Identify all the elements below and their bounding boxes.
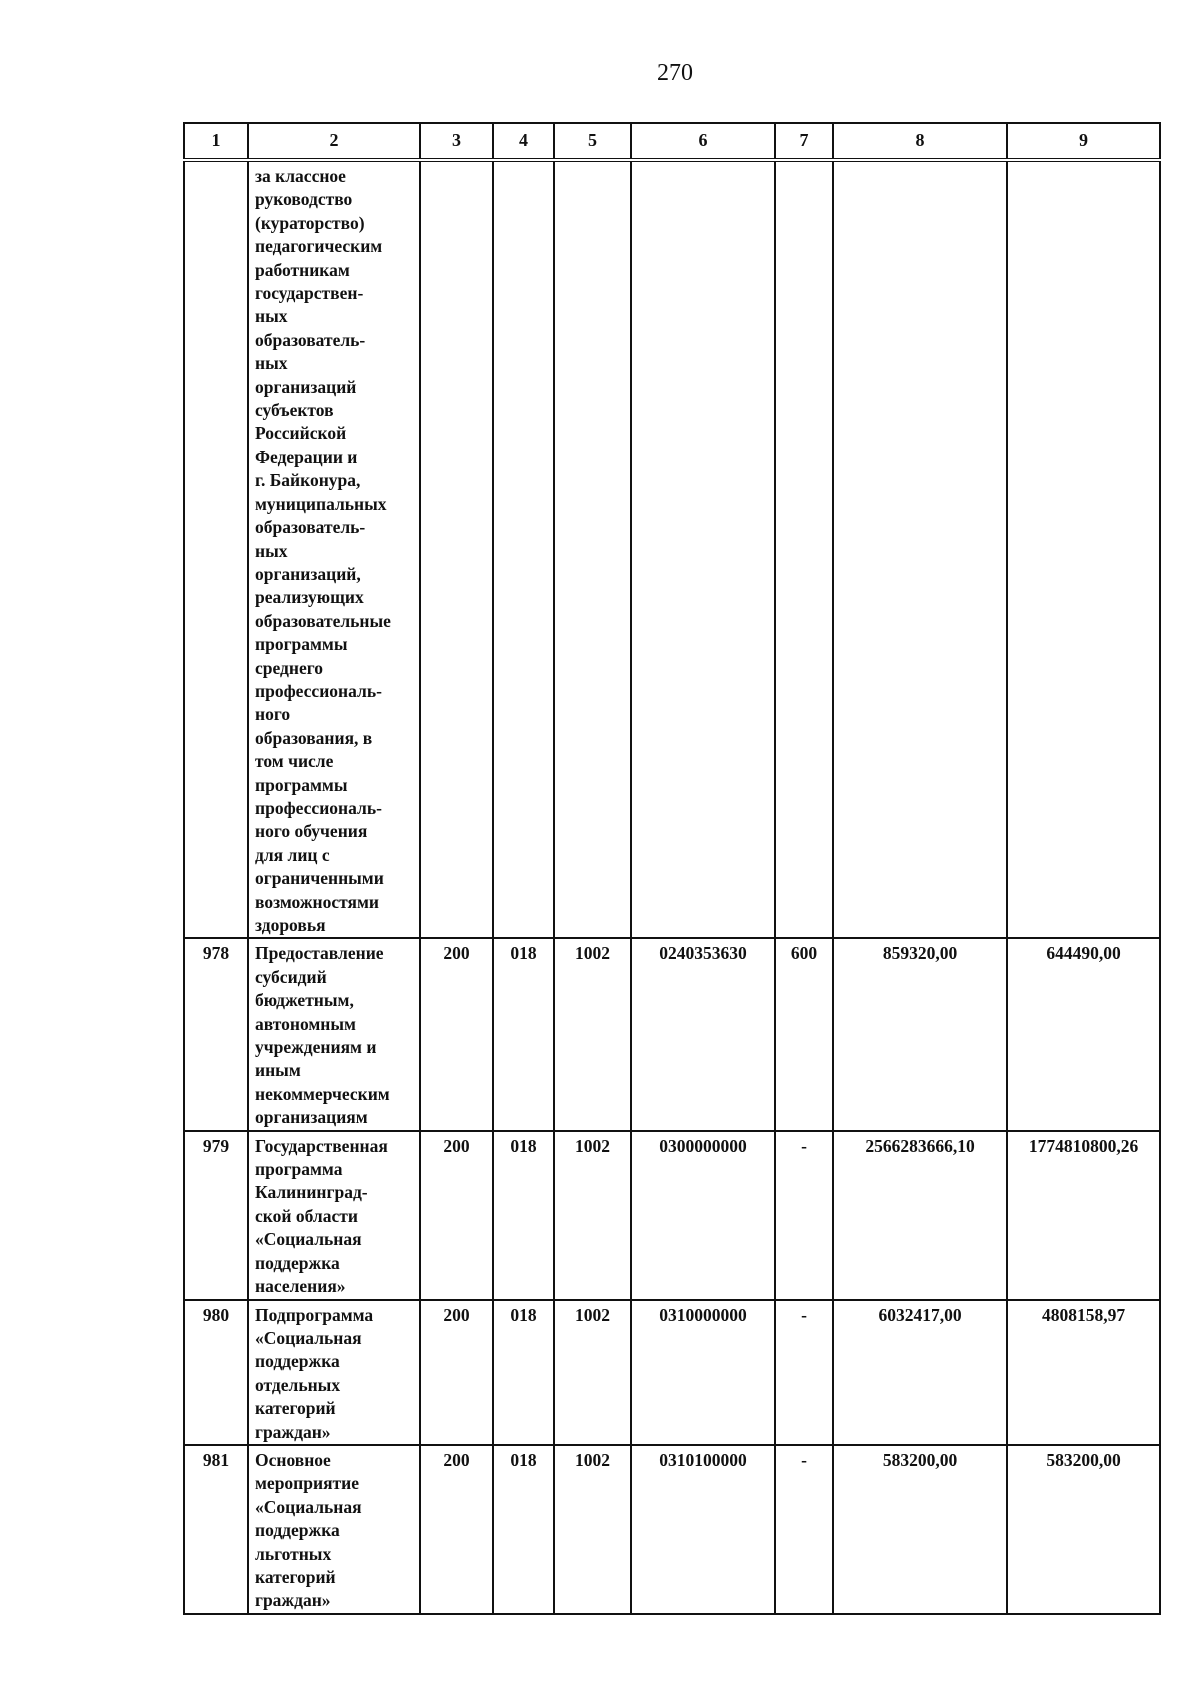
header-cell-3: 3 xyxy=(420,123,493,160)
row-col4: 018 xyxy=(493,1300,554,1445)
row-name-text: Подпрограмма «Социальная поддержка отдельных категорий граждан» xyxy=(255,1304,374,1442)
row-col9 xyxy=(1007,160,1160,938)
row-name xyxy=(248,1131,420,1300)
table-row xyxy=(184,1131,1160,1300)
row-col7: - xyxy=(775,1131,833,1300)
row-col8: 2566283666,10 xyxy=(833,1131,1007,1300)
row-name-text: Основное мероприятие «Социальная поддержка льготных категорий граждан» xyxy=(255,1449,362,1611)
row-number: 980 xyxy=(184,1300,248,1445)
row-col7 xyxy=(775,160,833,938)
table-row xyxy=(184,1445,1160,1614)
header-cell-1: 1 xyxy=(184,123,248,160)
row-col4 xyxy=(493,160,554,938)
row-col7: - xyxy=(775,1445,833,1614)
table-row xyxy=(184,1300,1160,1445)
row-number xyxy=(184,160,248,938)
row-col9: 1774810800,26 xyxy=(1007,1131,1160,1300)
row-col4: 018 xyxy=(493,938,554,1130)
row-col9: 4808158,97 xyxy=(1007,1300,1160,1445)
row-col8: 859320,00 xyxy=(833,938,1007,1130)
header-cell-8: 8 xyxy=(833,123,1007,160)
row-col3: 200 xyxy=(420,1445,493,1614)
row-col8: 583200,00 xyxy=(833,1445,1007,1614)
row-col9: 644490,00 xyxy=(1007,938,1160,1130)
row-col4: 018 xyxy=(493,1131,554,1300)
row-col3: 200 xyxy=(420,1300,493,1445)
row-number: 978 xyxy=(184,938,248,1130)
row-name-text: Государственная программа Калининград- ской области «Социальная поддержка населения» xyxy=(255,1135,388,1297)
header-cell-5: 5 xyxy=(554,123,631,160)
row-col7: 600 xyxy=(775,938,833,1130)
row-col6 xyxy=(631,160,775,938)
row-col7: - xyxy=(775,1300,833,1445)
row-col6: 0300000000 xyxy=(631,1131,775,1300)
row-col8: 6032417,00 xyxy=(833,1300,1007,1445)
row-col8 xyxy=(833,160,1007,938)
row-col6: 0310100000 xyxy=(631,1445,775,1614)
row-col4: 018 xyxy=(493,1445,554,1614)
header-cell-7: 7 xyxy=(775,123,833,160)
row-col3: 200 xyxy=(420,938,493,1130)
row-name-text: за классное руководство (кураторство) педагогическим работникам государствен- ных образователь- ных организаций субъектов Российской Федерации и г. Байконура, муниципальных образователь- ных организаций, реализующих образовательные программы среднего профессиональ- ного образования, в том числе программы профессиональ- ного обучения для лиц с ограниченными возможностями здоровья xyxy=(255,166,391,935)
row-name-text: Предоставление субсидий бюджетным, автономным учреждениям и иным некоммерческим организациям xyxy=(255,943,390,1128)
budget-table xyxy=(183,122,1161,1615)
row-number: 979 xyxy=(184,1131,248,1300)
row-col3: 200 xyxy=(420,1131,493,1300)
row-col5: 1002 xyxy=(554,1445,631,1614)
row-col3 xyxy=(420,160,493,938)
row-col5: 1002 xyxy=(554,1300,631,1445)
row-name xyxy=(248,1445,420,1614)
row-col6: 0240353630 xyxy=(631,938,775,1130)
page-number: 270 xyxy=(657,60,693,86)
row-col5 xyxy=(554,160,631,938)
header-cell-6: 6 xyxy=(631,123,775,160)
table-row xyxy=(184,938,1160,1130)
row-name xyxy=(248,1300,420,1445)
row-col6: 0310000000 xyxy=(631,1300,775,1445)
row-col5: 1002 xyxy=(554,1131,631,1300)
header-cell-2: 2 xyxy=(248,123,420,160)
header-row xyxy=(184,123,1160,160)
header-cell-9: 9 xyxy=(1007,123,1160,160)
table-row xyxy=(184,160,1160,938)
row-name xyxy=(248,938,420,1130)
row-col9: 583200,00 xyxy=(1007,1445,1160,1614)
header-cell-4: 4 xyxy=(493,123,554,160)
row-number: 981 xyxy=(184,1445,248,1614)
row-col5: 1002 xyxy=(554,938,631,1130)
row-name xyxy=(248,160,420,938)
